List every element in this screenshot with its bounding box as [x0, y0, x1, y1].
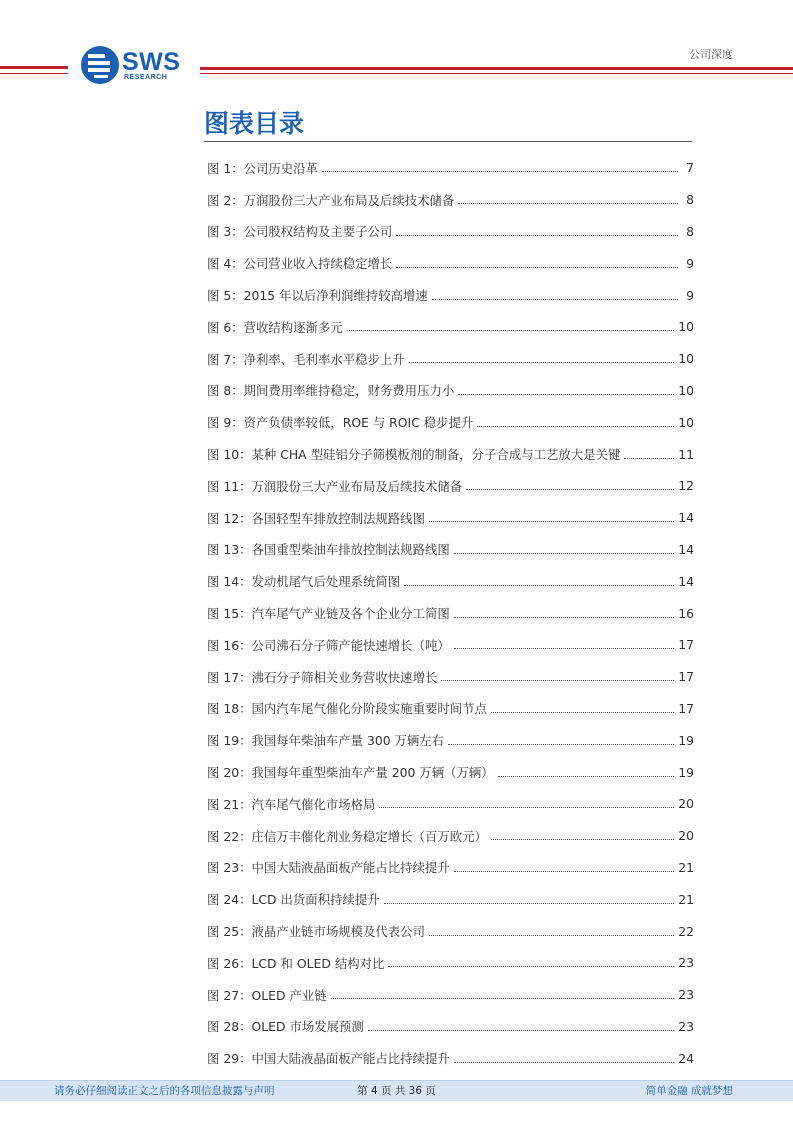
toc-leader-dots: [491, 712, 674, 713]
toc-entry-label[interactable]: 图 1：公司历史沿革: [207, 160, 318, 176]
toc-leader-dots: [379, 807, 674, 808]
toc-entry-page[interactable]: 22: [678, 923, 694, 939]
toc-leader-dots: [368, 1030, 674, 1031]
toc-leader-dots: [396, 267, 678, 268]
toc-entry-page[interactable]: 19: [678, 732, 694, 748]
toc-entry-page[interactable]: 8: [686, 223, 694, 239]
toc-entry-label[interactable]: 图 17：沸石分子筛相关业务营收快速增长: [207, 669, 438, 685]
logo-text: SWS: [122, 48, 181, 76]
toc-entry-label[interactable]: 图 11：万润股份三大产业布局及后续技术储备: [207, 478, 463, 494]
toc-entry-label[interactable]: 图 29：中国大陆液晶面板产能占比持续提升: [207, 1051, 450, 1067]
toc-entry-page[interactable]: 23: [678, 1018, 694, 1034]
toc-entry-label[interactable]: 图 21：汽车尾气催化市场格局: [207, 796, 376, 812]
toc-leader-dots: [624, 458, 674, 459]
toc-entry[interactable]: [207, 852, 694, 884]
toc-entry-label[interactable]: 图 18：国内汽车尾气催化分阶段实施重要时间节点: [207, 701, 487, 717]
toc-entry[interactable]: [207, 565, 694, 597]
document-type-label: 公司深度: [689, 48, 733, 61]
toc-leader-dots: [454, 553, 674, 554]
toc-entry-label[interactable]: 图 26：LCD 和 OLED 结构对比: [207, 955, 385, 971]
toc-entry[interactable]: [207, 1042, 694, 1074]
toc-entry-page[interactable]: 14: [678, 510, 694, 526]
toc-entry[interactable]: [207, 375, 694, 407]
toc-entry-label[interactable]: 图 23：中国大陆液晶面板产能占比持续提升: [207, 860, 450, 876]
toc-leader-dots: [432, 299, 678, 300]
toc-leader-dots: [458, 203, 678, 204]
toc-entry[interactable]: [207, 629, 694, 661]
toc-leader-dots: [498, 776, 675, 777]
toc-entry-page[interactable]: 20: [678, 828, 694, 844]
toc-entry-label[interactable]: 图 12：各国轻型车排放控制法规路线图: [207, 510, 425, 526]
toc-entry[interactable]: [207, 279, 694, 311]
toc-entry[interactable]: [207, 534, 694, 566]
toc-entry-label[interactable]: 图 10：某种 CHA 型硅铝分子筛模板剂的制备，分子合成与工艺放大是关键: [207, 447, 621, 463]
toc-entry-page[interactable]: 7: [686, 160, 694, 176]
toc-entry-page[interactable]: 17: [678, 700, 694, 716]
toc-entry-label[interactable]: 图 22：庄信万丰催化剂业务稳定增长（百万欧元）: [207, 828, 487, 844]
toc-entry-label[interactable]: 图 19：我国每年柴油车产量 300 万辆左右: [207, 733, 445, 749]
toc-entry[interactable]: [207, 152, 694, 184]
toc-entry-page[interactable]: 23: [678, 955, 694, 971]
toc-leader-dots: [458, 394, 674, 395]
toc-leader-dots: [466, 489, 674, 490]
toc-leader-dots: [409, 362, 675, 363]
toc-entry[interactable]: [207, 438, 694, 470]
toc-entry[interactable]: [207, 470, 694, 502]
toc-entry-label[interactable]: 图 3：公司股权结构及主要子公司: [207, 224, 393, 240]
toc-leader-dots: [454, 617, 674, 618]
toc-leader-dots: [331, 998, 675, 999]
toc-entry-page[interactable]: 14: [678, 573, 694, 589]
toc-entry[interactable]: [207, 343, 694, 375]
toc-entry-label[interactable]: 图 25：液晶产业链市场规模及代表公司: [207, 924, 425, 940]
footer-disclaimer: 请务必仔细阅读正文之后的各项信息披露与声明: [54, 1085, 275, 1097]
toc-entry-label[interactable]: 图 8：期间费用率维持稳定，财务费用压力小: [207, 383, 455, 399]
toc-entry-label[interactable]: 图 20：我国每年重型柴油车产量 200 万辆（万辆）: [207, 765, 494, 781]
toc-entry-page[interactable]: 10: [678, 351, 694, 367]
toc-entry-page[interactable]: 12: [678, 478, 694, 494]
toc-leader-dots: [347, 330, 674, 331]
toc-entry[interactable]: [207, 597, 694, 629]
toc-leader-dots: [429, 935, 674, 936]
toc-entry-page[interactable]: 21: [678, 891, 694, 907]
toc-entry-label[interactable]: 图 24：LCD 出货面积持续提升: [207, 892, 380, 908]
toc-entry-page[interactable]: 10: [678, 382, 694, 398]
toc-entry-page[interactable]: 9: [686, 287, 694, 303]
toc-entry-page[interactable]: 17: [678, 669, 694, 685]
header-rule-left: [0, 66, 68, 69]
toc-leader-dots: [454, 648, 674, 649]
toc-entry-label[interactable]: 图 14：发动机尾气后处理系统简图: [207, 574, 401, 590]
footer-page-info: 第 4 页 共 36 页: [357, 1085, 436, 1097]
toc-entry-label[interactable]: 图 7：净利率、毛利率水平稳步上升: [207, 351, 405, 367]
toc-entry[interactable]: [207, 693, 694, 725]
footer-slogan: 简单金融 成就梦想: [645, 1085, 733, 1097]
toc-entry-page[interactable]: 11: [678, 446, 694, 462]
toc-entry[interactable]: [207, 947, 694, 979]
toc-entry-page[interactable]: 9: [686, 255, 694, 271]
header-rule-right: [200, 67, 793, 70]
toc-entry[interactable]: [207, 311, 694, 343]
toc-leader-dots: [454, 871, 674, 872]
toc-entry[interactable]: [207, 820, 694, 852]
toc-leader-dots: [322, 171, 678, 172]
table-of-figures: [207, 152, 694, 1074]
toc-entry-page[interactable]: 10: [678, 319, 694, 335]
toc-entry-page[interactable]: 21: [678, 859, 694, 875]
toc-entry[interactable]: [207, 1011, 694, 1043]
toc-entry-label[interactable]: 图 9：资产负债率较低，ROE 与 ROIC 稳步提升: [207, 415, 474, 431]
toc-entry-label[interactable]: 图 4：公司营业收入持续稳定增长: [207, 256, 393, 272]
toc-entry-page[interactable]: 8: [686, 192, 694, 208]
toc-leader-dots: [388, 966, 674, 967]
toc-entry[interactable]: [207, 788, 694, 820]
toc-entry-label[interactable]: 图 6：营收结构逐渐多元: [207, 319, 343, 335]
toc-entry-label[interactable]: 图 5：2015 年以后净利润维持较高增速: [207, 288, 428, 304]
toc-entry-label[interactable]: 图 28：OLED 市场发展预测: [207, 1019, 364, 1035]
toc-entry[interactable]: [207, 724, 694, 756]
toc-entry[interactable]: [207, 406, 694, 438]
toc-entry[interactable]: [207, 883, 694, 915]
toc-leader-dots: [429, 521, 674, 522]
toc-entry-label[interactable]: 图 16：公司沸石分子筛产能快速增长（吨）: [207, 637, 450, 653]
toc-entry[interactable]: [207, 979, 694, 1011]
toc-leader-dots: [396, 235, 678, 236]
toc-entry-page[interactable]: 24: [678, 1050, 694, 1066]
toc-entry[interactable]: [207, 247, 694, 279]
toc-entry-page[interactable]: 14: [678, 541, 694, 557]
toc-leader-dots: [404, 585, 674, 586]
toc-entry[interactable]: [207, 184, 694, 216]
toc-entry-label[interactable]: 图 2：万润股份三大产业布局及后续技术储备: [207, 192, 455, 208]
toc-entry-page[interactable]: 10: [678, 414, 694, 430]
toc-leader-dots: [448, 744, 674, 745]
toc-entry-page[interactable]: 23: [678, 987, 694, 1003]
toc-entry[interactable]: [207, 216, 694, 248]
toc-leader-dots: [441, 680, 674, 681]
toc-entry[interactable]: [207, 756, 694, 788]
header-rule-right-thin: [200, 73, 793, 74]
page-title: 图表目录: [204, 109, 305, 138]
toc-entry[interactable]: [207, 661, 694, 693]
logo-subtext: RESEARCH: [124, 74, 168, 81]
toc-entry[interactable]: [207, 915, 694, 947]
header-rule-left-thin: [0, 73, 68, 74]
toc-entry-page[interactable]: 17: [678, 637, 694, 653]
toc-entry-label[interactable]: 图 15：汽车尾气产业链及各个企业分工简图: [207, 606, 450, 622]
toc-entry-page[interactable]: 16: [678, 605, 694, 621]
toc-leader-dots: [491, 839, 674, 840]
toc-entry-label[interactable]: 图 27：OLED 产业链: [207, 987, 327, 1003]
toc-leader-dots: [454, 1062, 674, 1063]
toc-entry[interactable]: [207, 502, 694, 534]
title-divider: [204, 141, 692, 142]
toc-entry-page[interactable]: 20: [678, 796, 694, 812]
toc-leader-dots: [477, 426, 674, 427]
toc-entry-page[interactable]: 19: [678, 764, 694, 780]
toc-entry-label[interactable]: 图 13：各国重型柴油车排放控制法规路线图: [207, 542, 450, 558]
toc-leader-dots: [384, 903, 675, 904]
